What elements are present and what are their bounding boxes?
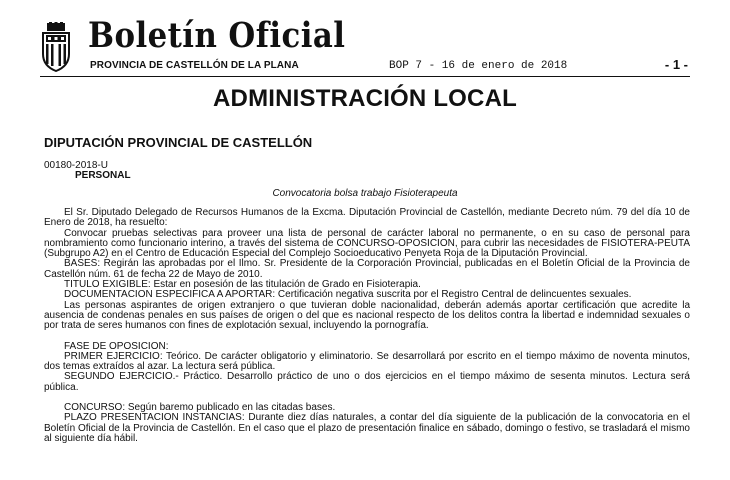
bop-issue-date: BOP 7 - 16 de enero de 2018	[389, 60, 568, 72]
body-paragraph: Las personas aspirantes de origen extranjero o que tuvieran doble nacionalidad, deberán además aportar certificación que acredite la ausencia de condenas penales en sus países de origen o del que es nacional respecto de los delitos contra la libertad e indemnidad sexuales o por trata de seres humanos con fines de explotación sexual, incluyendo la pornografía.	[44, 299, 690, 332]
body-paragraph: SEGUNDO EJERCICIO.- Práctico. Desarrollo práctico de uno o dos ejercicios en el tiempo máximo de sesenta minutos. Lectura será pública.	[44, 371, 690, 393]
section-title: ADMINISTRACIÓN LOCAL	[213, 85, 517, 112]
body-paragraph: FASE DE OPOSICION:	[64, 340, 169, 352]
body-paragraph: CONCURSO: Según baremo publicado en las citadas bases.	[64, 402, 336, 414]
body-paragraph: DOCUMENTACION ESPECIFICA A APORTAR: Certificación negativa suscrita por el Registro Central de delincuentes sexuales.	[64, 289, 632, 301]
body-paragraph: BASES: Regirán las aprobadas por el Ilmo. Sr. Presidente de la Corporación Provincial, publicadas en el Boletín Oficial de la Provincia de Castellón núm. 61 de fecha 22 de Mayo de 2010.	[44, 258, 690, 280]
province-subtitle: PROVINCIA DE CASTELLÓN DE LA PLANA	[90, 60, 299, 71]
body-paragraph: TITULO EXIGIBLE: Estar en posesión de las titulación de Grado en Fisioterapia.	[64, 279, 421, 291]
announcement-body	[44, 208, 690, 444]
announcement-title: Convocatoria bolsa trabajo Fisioterapeuta	[272, 188, 458, 199]
body-paragraph: PRIMER EJERCICIO: Teórico. De carácter obligatorio y eliminatorio. Se desarrollará por escrito en el tiempo máximo de noventa minutos, dos temas extraídos al azar. La lectura será pública.	[44, 350, 690, 373]
bulletin-header	[0, 0, 730, 80]
department-label: PERSONAL	[75, 170, 131, 181]
body-paragraph: El Sr. Diputado Delegado de Recursos Humanos de la Excma. Diputación Provincial de Castellón, mediante Decreto núm. 79 del día 10 de Enero de 2018, ha resuelto:	[44, 207, 690, 229]
body-paragraph: PLAZO PRESENTACION INSTANCIAS: Durante diez días naturales, a contar del día siguiente de la publicación de la convocatoria en el Boletín Oficial de la Provincia de Castellón. En el caso que el plazo de presentación finalice en sábado, domingo o festivo, se trasladará el mismo al siguiente día hábil.	[44, 412, 690, 444]
page-number: - 1 -	[664, 57, 688, 72]
organization-heading: DIPUTACIÓN PROVINCIAL DE CASTELLÓN	[44, 135, 313, 150]
header-divider	[40, 76, 690, 77]
document-code: 00180-2018-U	[44, 160, 108, 171]
masthead-title: Boletín Oficial	[88, 15, 346, 56]
body-paragraph: Convocar pruebas selectivas para proveer una lista de personal de carácter laboral no permanente, o en su caso de personal para nombramiento como funcionario interino, a través del sistema de CONCURSO-OPOSICION, para cubrir las necesidades de FISIOTERA-PEUTA (Subgrupo A2) en el Centro de Educación Especial del Complejo Socioeducativo Penyeta Roja de la Diputación Provincial.	[44, 227, 690, 260]
castellon-coat-of-arms-icon	[40, 22, 72, 72]
